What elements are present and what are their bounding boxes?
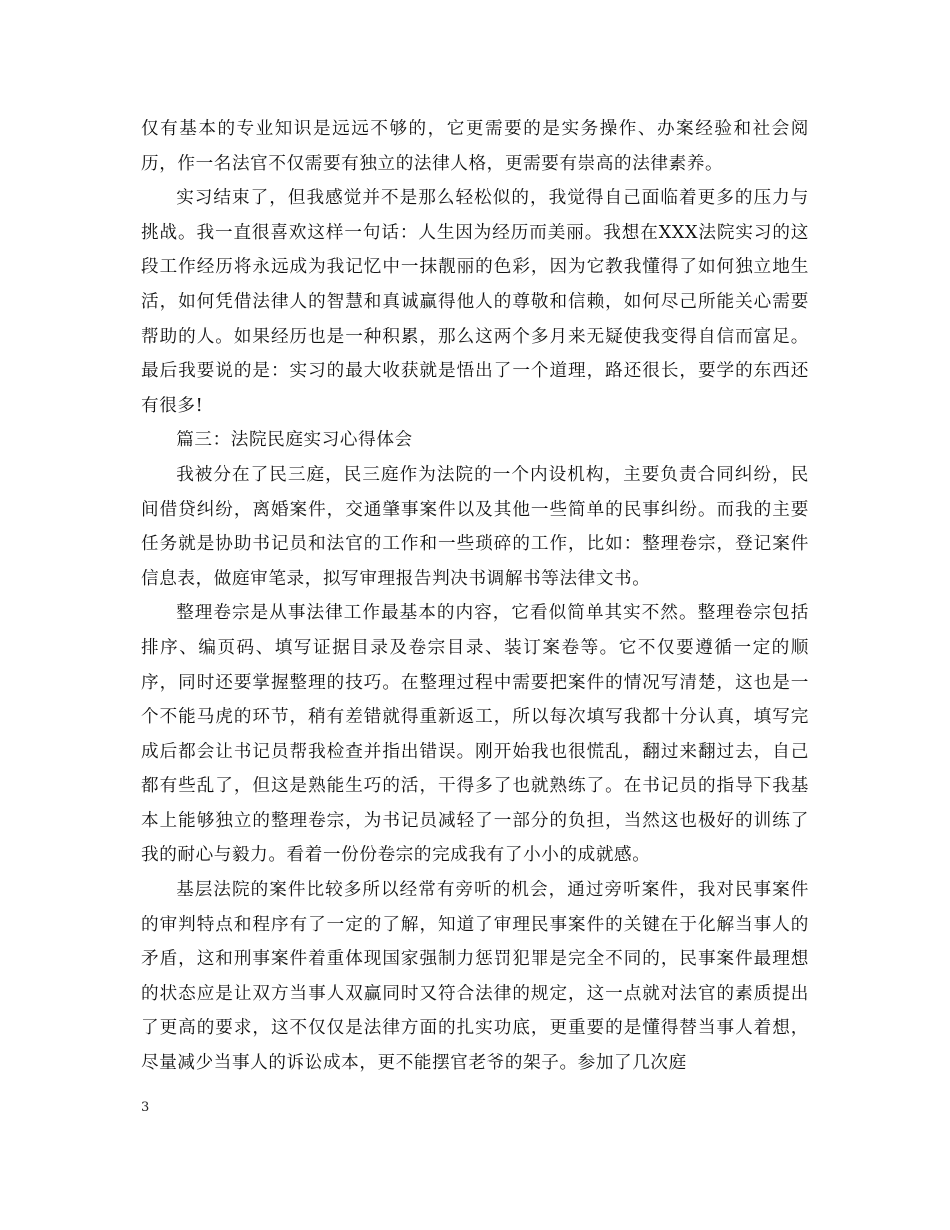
paragraph-internship-end: 实习结束了，但我感觉并不是那么轻松似的，我觉得自己面临着更多的压力与挑战。我一直很喜欢这样一句话：人生因为经历而美丽。我想在XXX法院实习的这段工作经历将永远成为我记忆中一抹靓丽的色彩，因为它教我懂得了如何独立地生活，如何凭借法律人的智慧和真诚赢得他人的尊敬和信赖，如何尽己所能关心需要帮助的人。如果经历也是一种积累，那么这两个多月来无疑使我变得自信而富足。最后我要说的是：实习的最大收获就是悟出了一个道理，路还很长，要学的东西还有很多!	[141, 188, 809, 416]
body-text	[141, 112, 809, 1081]
paragraph-hearings: 基层法院的案件比较多所以经常有旁听的机会，通过旁听案件，我对民事案件的审判特点和程序有了一定的了解，知道了审理民事案件的关键在于化解当事人的矛盾，这和刑事案件着重体现国家强制力惩罚犯罪是完全不同的，民事案件最理想的状态应是让双方当事人双赢同时又符合法律的规定，这一点就对法官的素质提出了更高的要求，这不仅仅是法律方面的扎实功底，更重要的是懂得替当事人着想，尽量减少当事人的诉讼成本，更不能摆官老爷的架子。参加了几次庭	[141, 880, 809, 1074]
paragraph-continuation: 仅有基本的专业知识是远远不够的，它更需要的是实务操作、办案经验和社会阅历，作一名法官不仅需要有独立的法律人格，更需要有崇高的法律素养。	[141, 119, 809, 174]
section-heading: 篇三：法院民庭实习心得体会	[176, 430, 413, 451]
paragraph-case-files: 整理卷宗是从事法律工作最基本的内容，它看似简单其实不然。整理卷宗包括排序、编页码、填写证据目录及卷宗目录、装订案卷等。它不仅要遵循一定的顺序，同时还要掌握整理的技巧。在整理过程中需要把案件的情况写清楚，这也是一个不能马虎的环节，稍有差错就得重新返工，所以每次填写我都十分认真，填写完成后都会让书记员帮我检查并指出错误。刚开始我也很慌乱，翻过来翻过去，自己都有些乱了，但这是熟能生巧的活，干得多了也就熟练了。在书记员的指导下我基本上能够独立的整理卷宗，为书记员减轻了一部分的负担，当然这也极好的训练了我的耐心与毅力。看着一份份卷宗的完成我有了小小的成就感。	[141, 603, 809, 866]
page-number: 3	[141, 1100, 150, 1115]
paragraph-assignment: 我被分在了民三庭，民三庭作为法院的一个内设机构，主要负责合同纠纷，民间借贷纠纷，离婚案件，交通肇事案件以及其他一些简单的民事纠纷。而我的主要任务就是协助书记员和法官的工作和一些琐碎的工作，比如：整理卷宗，登记案件信息表，做庭审笔录，拟写审理报告判决书调解书等法律文书。	[141, 464, 809, 589]
